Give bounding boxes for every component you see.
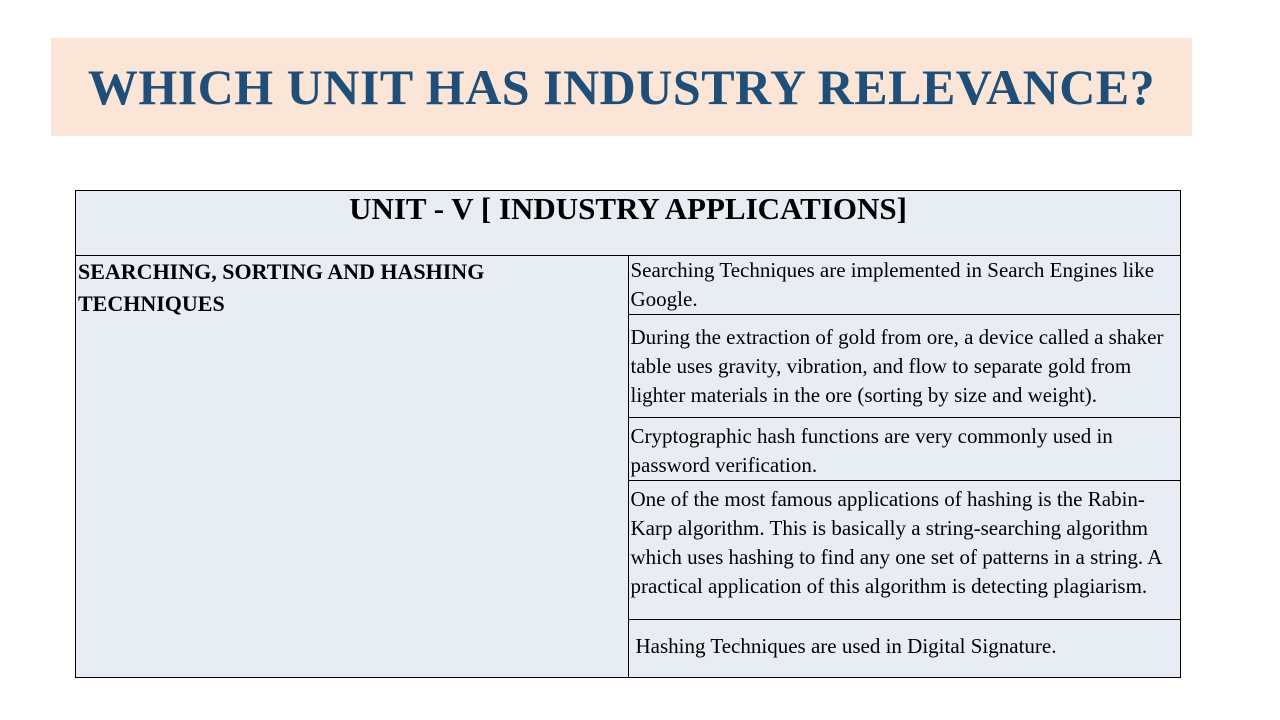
table-header-row xyxy=(76,191,1181,256)
table-row xyxy=(76,256,1181,315)
application-cell: During the extraction of gold from ore, a device called a shaker table uses gravity, vibration, and flow to separate gold from lighter materials in the ore (sorting by size and weight). xyxy=(628,315,1181,418)
topic-cell: SEARCHING, SORTING AND HASHING TECHNIQUES xyxy=(76,256,629,678)
application-cell: Searching Techniques are implemented in Search Engines like Google. xyxy=(628,256,1181,315)
slide-title: WHICH UNIT HAS INDUSTRY RELEVANCE? xyxy=(87,59,1156,115)
title-banner xyxy=(51,38,1192,136)
application-cell: Cryptographic hash functions are very commonly used in password verification. xyxy=(628,418,1181,481)
application-cell: One of the most famous applications of hashing is the Rabin-Karp algorithm. This is basically a string-searching algorithm which uses hashing to find any one set of patterns in a string. A practical application of this algorithm is detecting plagiarism. xyxy=(628,481,1181,620)
industry-applications-table xyxy=(75,190,1181,678)
application-cell: Hashing Techniques are used in Digital Signature. xyxy=(628,620,1181,678)
unit-heading: UNIT - V [ INDUSTRY APPLICATIONS] xyxy=(76,191,1181,256)
